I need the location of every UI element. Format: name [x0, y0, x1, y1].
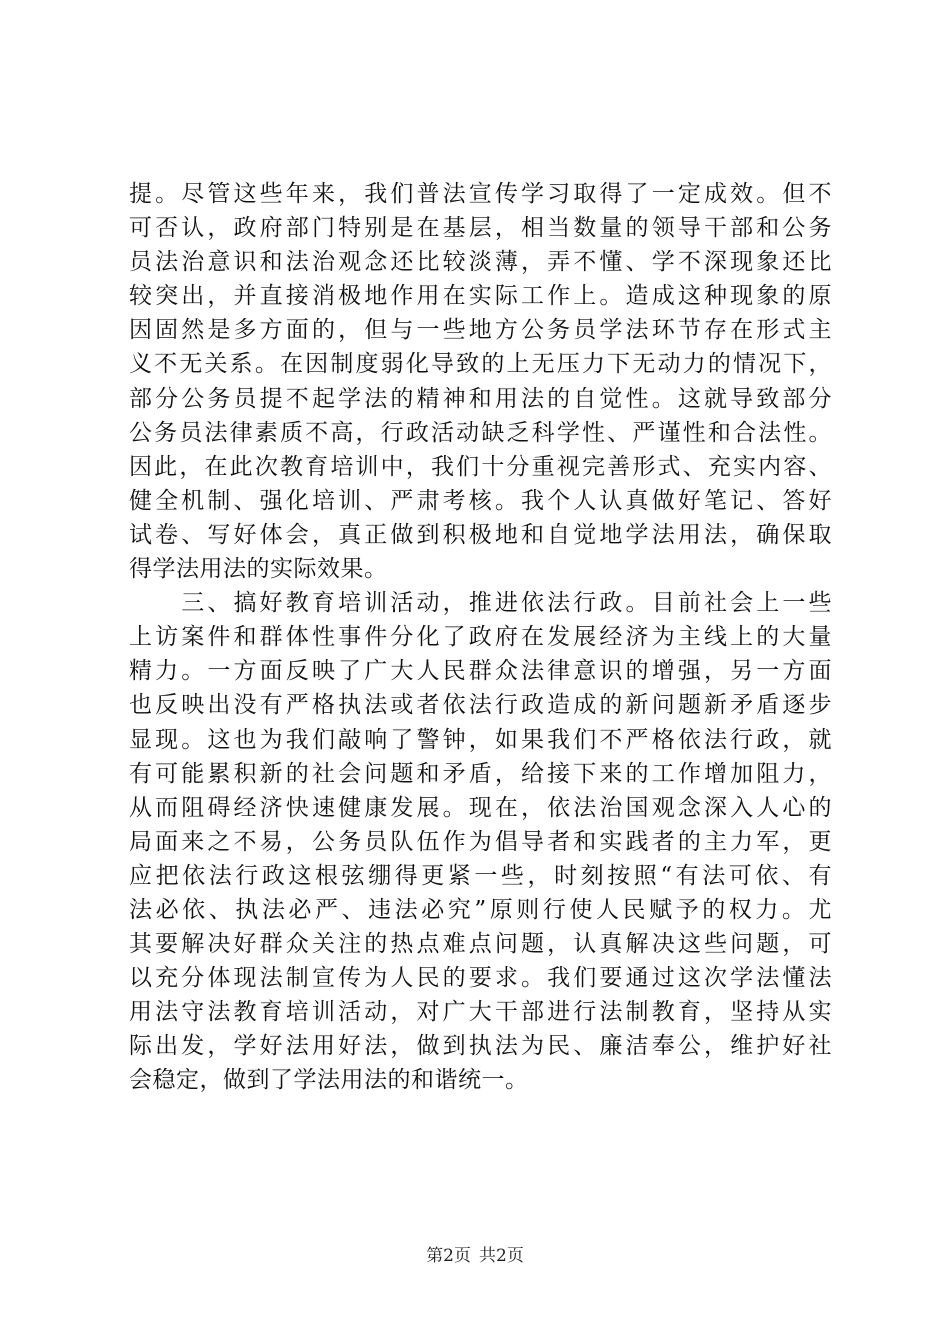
text-line: 上访案件和群体性事件分化了政府在发展经济为主线上的大量 [129, 624, 832, 651]
text-line: 试卷、写好体会，真正做到积极地和自觉地学法用法，确保取 [129, 521, 832, 548]
text-line: 提。尽管这些年来，我们普法宣传学习取得了一定成效。但不 [129, 181, 832, 207]
text-line: 从而阻碍经济快速健康发展。现在，依法治国观念深入人心的 [129, 794, 832, 821]
text-line: 义不无关系。在因制度弱化导致的上无压力下无动力的情况下， [129, 351, 832, 378]
text-line: 得学法用法的实际效果。 [129, 556, 388, 583]
page-number-total: 共2页 [479, 1246, 524, 1266]
text-line: 因此，在此次教育培训中，我们十分重视完善形式、充实内容、 [129, 453, 832, 480]
text-line: 因固然是多方面的，但与一些地方公务员学法环节存在形式主 [129, 317, 832, 344]
text-line: 其要解决好群众关注的热点难点问题，认真解决这些问题，可 [129, 931, 832, 958]
text-line: 会稳定，做到了学法用法的和谐统一。 [129, 1067, 529, 1094]
text-line: 三、搞好教育培训活动，推进依法行政。目前社会上一些 [129, 590, 832, 617]
text-line: 有可能累积新的社会问题和矛盾，给接下来的工作增加阻力， [129, 760, 832, 787]
text-line: 公务员法律素质不高，行政活动缺乏科学性、严谨性和合法性。 [129, 419, 832, 446]
text-line: 际出发，学好法用好法，做到执法为民、廉洁奉公，维护好社 [129, 1033, 832, 1060]
text-line: 用法守法教育培训活动，对广大干部进行法制教育，坚持从实 [129, 999, 832, 1026]
text-line: 显现。这也为我们敲响了警钟，如果我们不严格依法行政，就 [129, 726, 832, 753]
text-line: 法必依、执法必严、违法必究”原则行使人民赋予的权力。尤 [129, 896, 832, 923]
text-line: 局面来之不易，公务员队伍作为倡导者和实践者的主力军，更 [129, 828, 832, 855]
text-line: 较突出，并直接消极地作用在实际工作上。造成这种现象的原 [129, 283, 832, 310]
body-text [129, 177, 832, 1098]
page-number-current: 第2页 [426, 1246, 471, 1266]
text-line: 健全机制、强化培训、严肃考核。我个人认真做好笔记、答好 [129, 487, 832, 514]
text-line: 员法治意识和法治观念还比较淡薄，弄不懂、学不深现象还比 [129, 249, 832, 276]
page-footer [0, 1244, 950, 1268]
text-line: 可否认，政府部门特别是在基层，相当数量的领导干部和公务 [129, 215, 832, 242]
text-line: 精力。一方面反映了广大人民群众法律意识的增强，另一方面 [129, 658, 832, 685]
text-line: 应把依法行政这根弦绷得更紧一些，时刻按照“有法可依、有 [129, 862, 832, 889]
text-line: 以充分体现法制宣传为人民的要求。我们要通过这次学法懂法 [129, 965, 832, 992]
text-line: 也反映出没有严格执法或者依法行政造成的新问题新矛盾逐步 [129, 692, 832, 719]
text-line: 部分公务员提不起学法的精神和用法的自觉性。这就导致部分 [129, 385, 832, 412]
